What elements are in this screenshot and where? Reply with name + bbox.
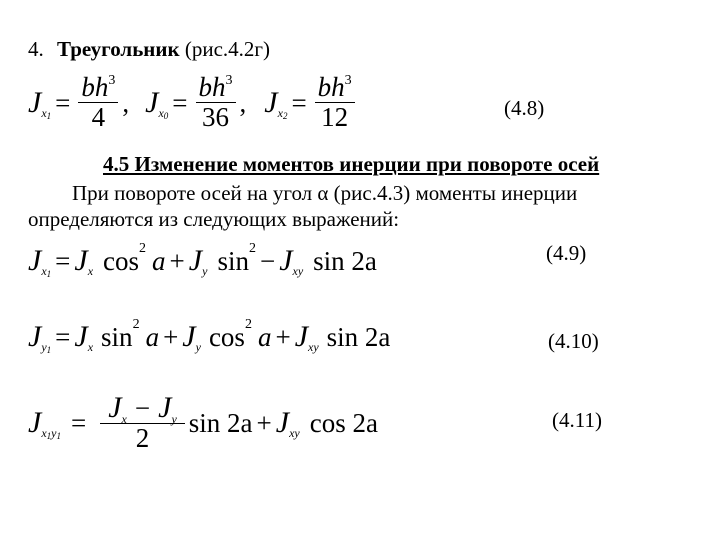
eq410-sin2a: sin 2a: [326, 321, 391, 352]
eq48-f3-den: 12: [321, 101, 349, 132]
eq411-num-jx-sub: x: [121, 411, 127, 426]
eq48-j1: J: [28, 86, 42, 119]
eq48-j3-sub: [278, 106, 288, 121]
eq49-a1: a: [152, 245, 166, 276]
eq48-j3-sub-x: x: [277, 105, 283, 120]
eq49-sin-exp: 2: [248, 241, 256, 256]
eq48-j3-sub-index: 2: [282, 110, 288, 121]
eq48-comma-1: ,: [122, 87, 130, 118]
eq48-j3: J: [264, 86, 278, 119]
eq48-comma-2: ,: [239, 87, 247, 118]
eq410-j-lhs: J: [28, 320, 42, 353]
eq410-a2: a: [257, 321, 272, 352]
eq48-j1-sub-index: 1: [46, 110, 52, 121]
eq49-cos-exp: 2: [139, 241, 147, 256]
eq48-f2-exp: 3: [225, 73, 233, 89]
heading-rest: (рис.4.2г): [179, 37, 271, 61]
eq48-equals-2: =: [172, 87, 188, 118]
eq49-jy-sub: y: [202, 263, 208, 278]
eq411-lhs-sub-1b: 1: [56, 430, 61, 441]
eq410-lhs-sub-1: 1: [46, 344, 52, 355]
eq410-cos: cos: [208, 321, 245, 352]
eq411-num-jy: J: [158, 390, 172, 424]
eq49-plus: +: [169, 245, 185, 276]
eq410-jx: J: [74, 320, 88, 353]
eq410-lhs-sub-y: y: [41, 339, 47, 354]
eq48-j1-sub: [41, 106, 51, 121]
eq48-f1-den: 4: [91, 101, 106, 132]
eq410-cos-exp: 2: [244, 317, 252, 332]
eq49-lhs-sub-1: 1: [46, 268, 52, 279]
eq48-f3-num: bh: [317, 72, 345, 103]
eq411-equals: =: [70, 407, 87, 438]
eq49-jxy-sub: xy: [292, 263, 304, 278]
eq49-sin2a: sin 2a: [313, 245, 377, 276]
eq411-den: 2: [135, 423, 150, 454]
eq410-equals: =: [55, 321, 71, 352]
eq411-jxy-sub: xy: [289, 425, 300, 440]
eq48-j1-sub-x: x: [41, 105, 47, 120]
eq48-equals-3: =: [291, 87, 307, 118]
eq410-label: (4.10): [548, 329, 599, 353]
heading-number: 4.: [28, 37, 44, 61]
equation-4-11: [28, 382, 378, 464]
eq410-jy-sub: y: [195, 339, 201, 354]
eq49-lhs-sub: [41, 264, 51, 279]
eq411-label: (4.11): [552, 408, 602, 432]
eq49-jxy: J: [279, 244, 293, 277]
eq49-label: (4.9): [546, 241, 587, 265]
eq48-f1-num: bh: [81, 72, 109, 103]
eq410-jy: J: [182, 320, 196, 353]
equation-4-8: [28, 66, 359, 140]
eq48-j2: J: [145, 86, 159, 119]
eq48-f2-num: bh: [198, 72, 226, 103]
eq48-equals-1: =: [55, 87, 71, 118]
equation-4-10: [28, 314, 390, 360]
eq49-j-lhs: J: [28, 244, 42, 277]
eq411-plus: +: [256, 407, 272, 438]
eq48-j2-sub-index: 0: [163, 110, 169, 121]
eq48-j2-sub: [158, 106, 168, 121]
eq48-fraction-1: [78, 73, 118, 132]
eq411-fraction: [100, 392, 185, 454]
eq48-f2-den: 36: [202, 101, 230, 132]
eq48-j2-sub-x: x: [158, 105, 164, 120]
eq48-fraction-3: [315, 73, 355, 132]
eq411-lhs-sub: [41, 426, 61, 441]
eq410-jx-sub: x: [87, 339, 94, 354]
eq411-cos2a: cos 2a: [309, 407, 378, 438]
eq411-jxy: J: [275, 406, 290, 439]
eq410-jxy-sub: xy: [308, 339, 319, 354]
heading: [28, 37, 270, 62]
eq410-sin: sin: [101, 321, 133, 352]
section-title: [103, 152, 599, 177]
eq411-lhs-sub-1a: 1: [46, 430, 52, 441]
eq411-lhs-sub-y: y: [51, 425, 57, 440]
section-line-1: При повороте осей на угол α (рис.4.3) моменты инерции: [72, 181, 578, 205]
eq49-cos: cos: [103, 245, 140, 276]
eq411-sin2a: sin 2a: [188, 407, 253, 438]
eq411-lhs-sub-x: x: [41, 425, 47, 440]
eq410-a1: a: [145, 321, 160, 352]
eq411-num-jx: J: [108, 390, 122, 424]
eq410-lhs-sub: [41, 340, 51, 355]
eq48-f1-exp: 3: [108, 73, 116, 89]
section-line-2: определяются из следующих выражений:: [28, 207, 400, 231]
eq49-jx-sub: x: [87, 263, 94, 278]
heading-bold: Треугольник: [57, 37, 180, 61]
eq49-jy: J: [188, 244, 203, 277]
section-title-text: 4.5 Изменение моментов инерции при повороте осей: [103, 152, 600, 176]
equation-4-9: [28, 238, 377, 284]
eq49-jx: J: [74, 244, 88, 277]
eq411-num-minus: −: [134, 392, 151, 423]
eq48-label: (4.8): [504, 96, 545, 120]
eq410-jxy: J: [294, 320, 309, 353]
eq410-sin-exp: 2: [132, 317, 140, 332]
eq410-plus-2: +: [275, 321, 291, 352]
eq411-j-lhs: J: [28, 406, 42, 439]
eq48-fraction-2: [196, 73, 236, 132]
eq410-plus-1: +: [163, 321, 179, 352]
eq49-equals: =: [55, 245, 71, 276]
eq411-num-jy-sub: y: [171, 411, 177, 426]
eq49-minus: −: [259, 245, 276, 276]
eq49-sin: sin: [217, 245, 249, 276]
eq48-f3-exp: 3: [344, 73, 352, 89]
eq49-lhs-sub-x: x: [41, 263, 47, 278]
